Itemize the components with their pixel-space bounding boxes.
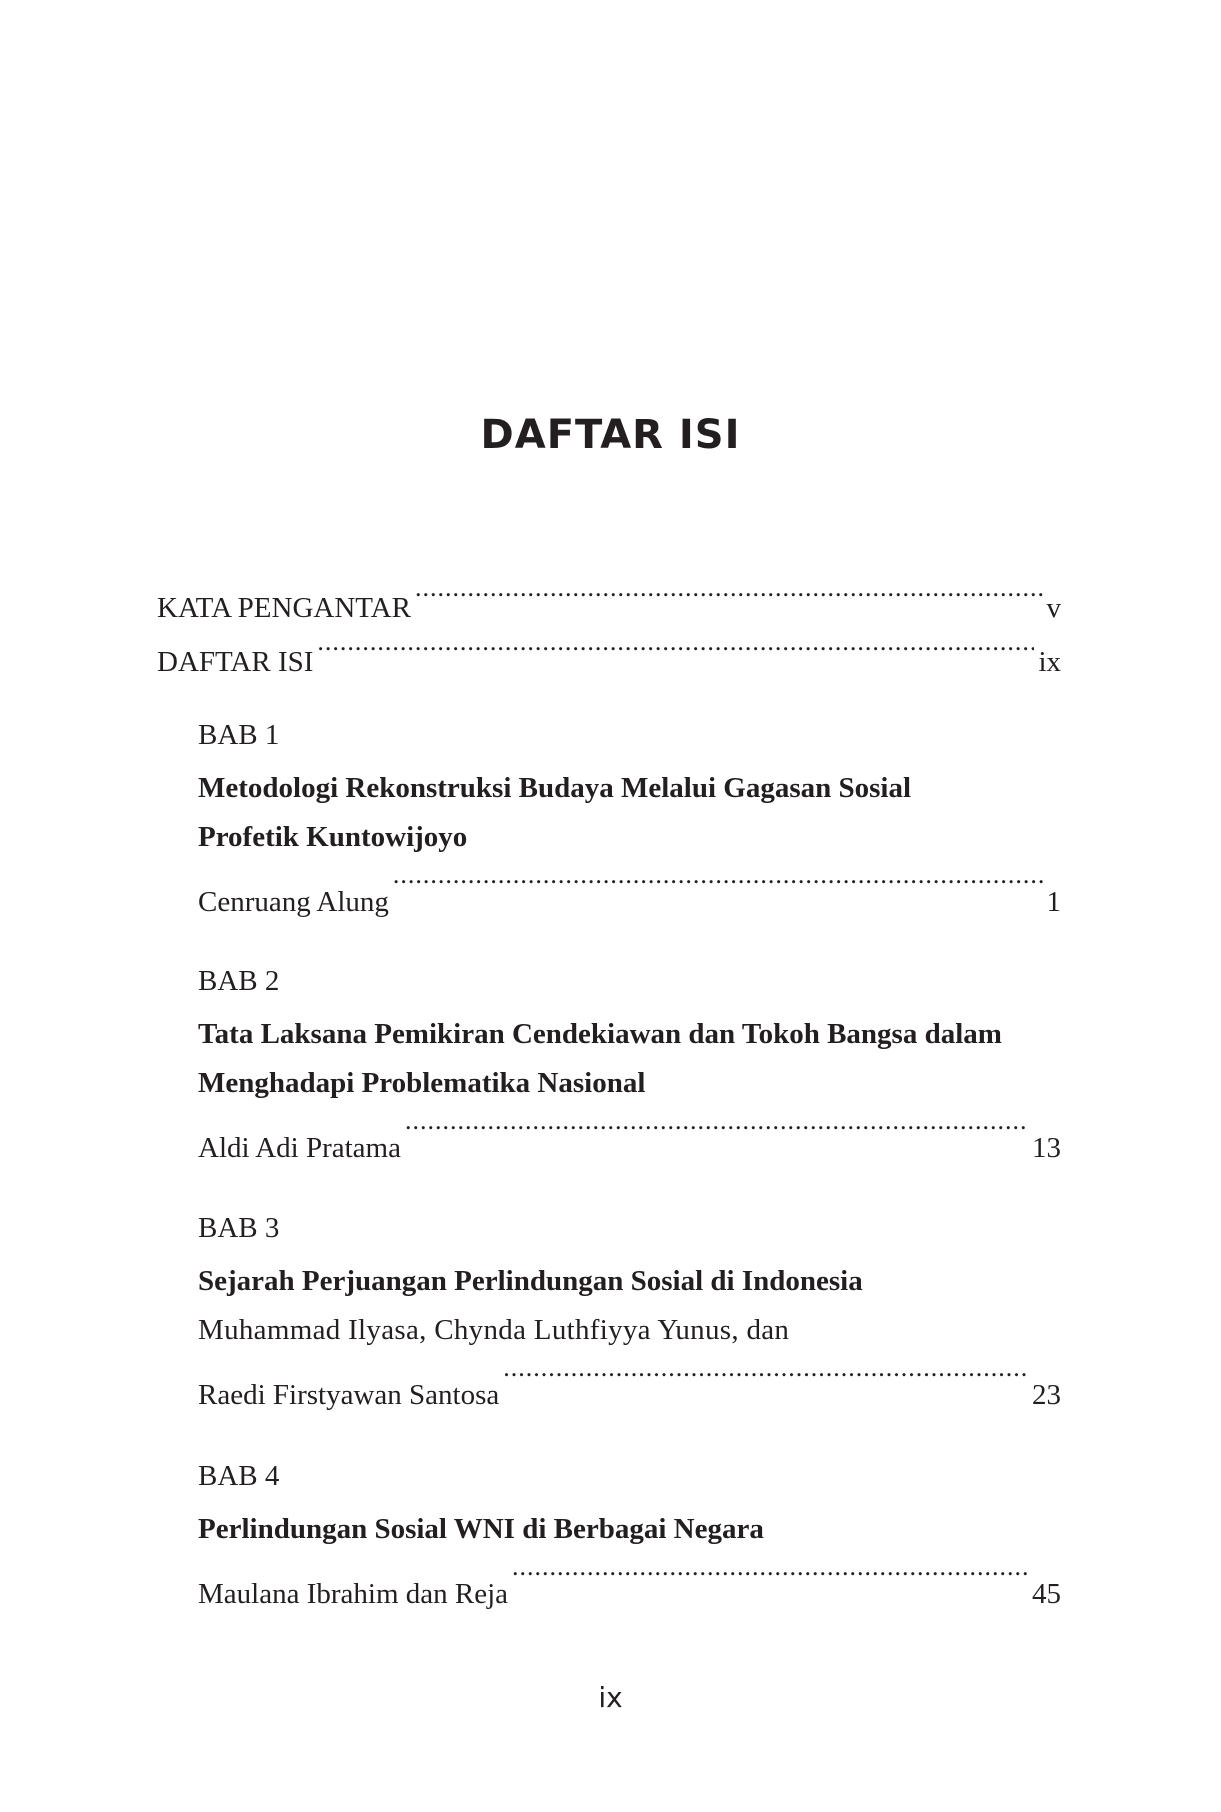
- toc-page-number: 23: [1032, 1379, 1061, 1411]
- chapter-title: Metodologi Rekonstruksi Budaya Melalui Gagasan Sosial: [198, 772, 912, 804]
- dot-leader: [512, 1554, 1028, 1603]
- dot-leader: [405, 1108, 1028, 1157]
- toc-page-number: v: [1046, 592, 1061, 624]
- toc-entry-label: KATA PENGANTAR: [157, 592, 411, 624]
- chapter-title: Tata Laksana Pemikiran Cendekiawan dan Tokoh Bangsa dalam: [198, 1018, 1002, 1050]
- chapter-title: Menghadapi Problematika Nasional: [198, 1067, 646, 1099]
- toc-entry-kata-pengantar[interactable]: [157, 577, 1061, 628]
- chapter-author: Raedi Firstyawan Santosa: [198, 1379, 500, 1411]
- dot-leader: [393, 862, 1043, 911]
- dot-leader: [317, 631, 1034, 671]
- toc-chapter-1[interactable]: [198, 715, 1061, 927]
- toc-entry-daftar-isi[interactable]: [157, 631, 1061, 682]
- chapter-author: Cenruang Alung: [198, 886, 389, 918]
- chapter-title: Profetik Kuntowijoyo: [198, 821, 468, 853]
- toc-chapter-2[interactable]: [198, 961, 1061, 1173]
- chapter-author: Aldi Adi Pratama: [198, 1132, 401, 1164]
- toc-page-number: ix: [1038, 646, 1061, 678]
- toc-chapter-3[interactable]: [198, 1208, 1061, 1420]
- toc-chapter-4[interactable]: [198, 1456, 1061, 1619]
- toc-entry-label: DAFTAR ISI: [157, 646, 314, 678]
- chapter-author: Maulana Ibrahim dan Reja: [198, 1578, 509, 1610]
- chapter-number: BAB 1: [198, 719, 280, 751]
- chapter-author: Muhammad Ilyasa, Chynda Luthfiyya Yunus, dan: [198, 1314, 790, 1346]
- chapter-title: Perlindungan Sosial WNI di Berbagai Negara: [198, 1513, 764, 1545]
- chapter-number: BAB 3: [198, 1212, 280, 1244]
- dot-leader: [503, 1355, 1028, 1404]
- toc-page-number: 45: [1032, 1578, 1061, 1610]
- chapter-title: Sejarah Perjuangan Perlindungan Sosial di Indonesia: [198, 1265, 863, 1297]
- page-title: DAFTAR ISI: [480, 412, 741, 458]
- dot-leader: [415, 577, 1043, 617]
- toc-page-number: 13: [1032, 1132, 1061, 1164]
- chapter-number: BAB 4: [198, 1460, 280, 1492]
- toc-page-number: 1: [1046, 886, 1061, 918]
- page-number: ix: [598, 1681, 623, 1714]
- chapter-number: BAB 2: [198, 965, 280, 997]
